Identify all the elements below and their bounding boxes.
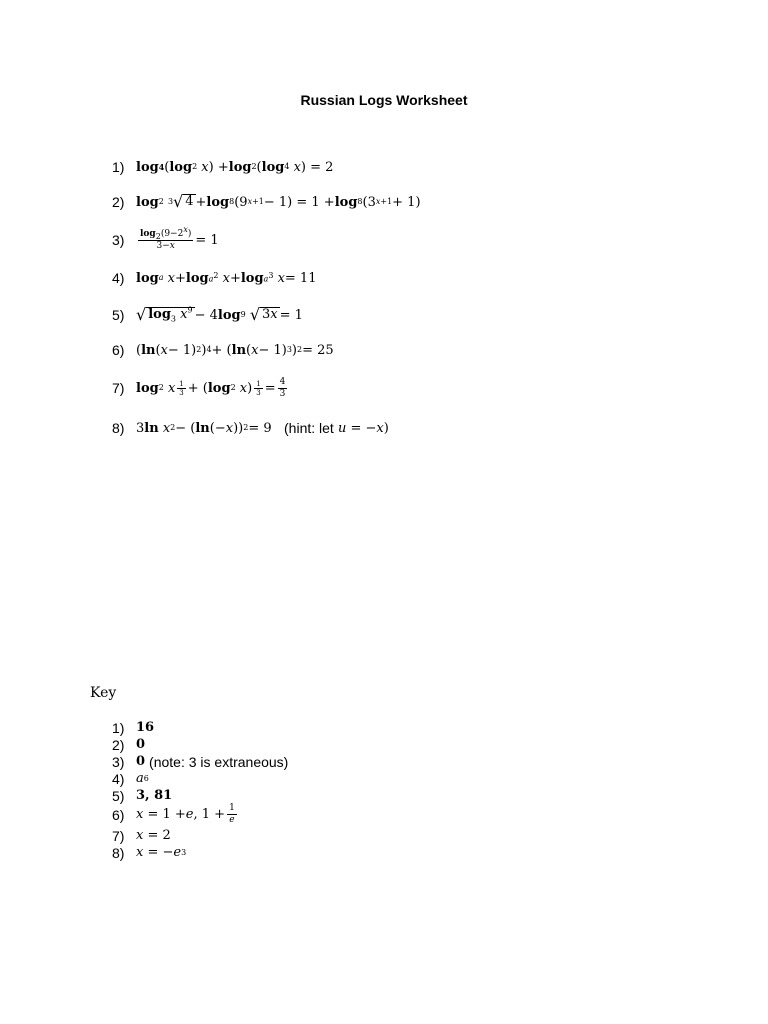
- key-answer-1: [112, 719, 154, 736]
- key-answer-7: [112, 827, 171, 844]
- problem-6: [112, 338, 334, 362]
- answer-number: 5): [112, 787, 125, 804]
- problem-number: 7): [112, 380, 125, 396]
- problem-number: 2): [112, 194, 125, 210]
- problem-3-equation: $\frac{\log_2(9-2^x)}{3-x}$ = 1: [140, 224, 219, 251]
- problem-1-equation: log 4 ( log 2 x ) + log 2 ( log 4 x ) = 2: [136, 159, 334, 175]
- answer-2-value: 0: [136, 737, 146, 752]
- answer-1-value: 16: [136, 720, 155, 735]
- key-answer-4: [112, 770, 149, 787]
- answer-number: 6): [112, 806, 125, 823]
- hint-text: (hint: let: [284, 420, 334, 436]
- answer-6-value: x = 1 + e , 1 + $\frac{1}{e}$: [136, 803, 235, 825]
- problem-number: 8): [112, 420, 125, 436]
- problem-2: [112, 190, 421, 214]
- answer-number: 8): [112, 844, 125, 861]
- answer-number: 3): [112, 753, 125, 770]
- problem-number: 5): [112, 307, 125, 323]
- problem-4: [112, 266, 316, 290]
- answer-3-value: 0: [136, 754, 146, 769]
- problem-1: [112, 155, 333, 179]
- key-answer-5: [112, 787, 172, 804]
- answer-number: 1): [112, 719, 125, 736]
- problem-5: [112, 303, 303, 327]
- problem-number: 4): [112, 270, 125, 286]
- problem-number: 3): [112, 232, 125, 248]
- problem-6-equation: ( ln ( x − 1) 2 ) 4 + ( ln ( x − 1) 3 ) 2 = 25: [136, 342, 334, 358]
- problem-number: 1): [112, 159, 125, 175]
- key-answer-2: [112, 736, 145, 753]
- problem-8: [112, 416, 389, 440]
- answer-7-value: x = 2: [136, 828, 171, 843]
- answer-4-value: a 6: [136, 771, 149, 786]
- problem-8-equation: 3 ln x 2 − ( ln (− x )) 2 = 9 (hint: let u = − x ): [136, 420, 389, 436]
- answer-8-value: x = − e 3: [136, 845, 187, 860]
- problem-5-equation: √ $\log_3 x^9$ − 4 log 9 √ 3x = 1: [136, 305, 303, 324]
- answer-3-note: (note: 3 is extraneous): [149, 753, 289, 770]
- problem-4-equation: log a x + log $a^2$ x + log $a^3$ x = 11: [136, 270, 317, 286]
- problem-3: [112, 224, 219, 252]
- answer-number: 7): [112, 827, 125, 844]
- problem-number: 6): [112, 342, 125, 358]
- key-label: Key: [90, 685, 117, 701]
- key-answer-8: [112, 844, 186, 861]
- key-answer-3: [112, 753, 288, 770]
- problem-2-equation: log 2 3 √ 4 + log 8 (9 x+1 − 1) = 1 + log 8 (3 x+1 + 1): [136, 192, 421, 211]
- answer-number: 4): [112, 770, 125, 787]
- answer-5-value: 3, 81: [136, 788, 173, 803]
- problem-7-equation: log 2 x $\frac{1}{3}$ + ( log 2 x ) $\frac{1}{3}$ = $\frac{4}{3}$: [136, 376, 286, 399]
- page-title: Russian Logs Worksheet: [300, 92, 468, 108]
- answer-number: 2): [112, 736, 125, 753]
- problem-7: [112, 376, 289, 400]
- key-answer-6: [112, 803, 239, 825]
